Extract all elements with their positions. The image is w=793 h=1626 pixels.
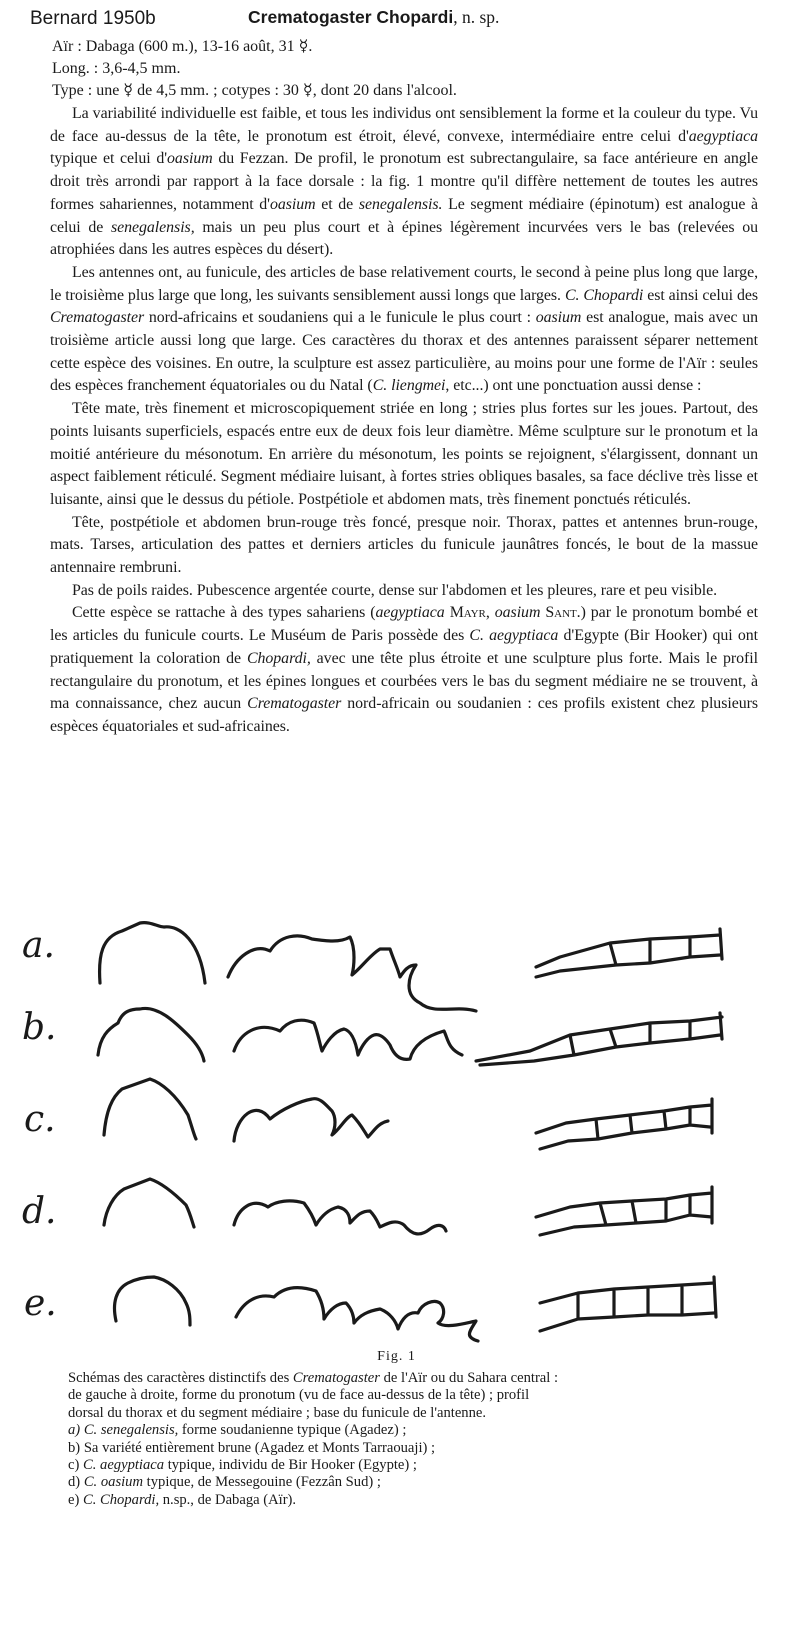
paragraph-pilosity: Pas de poils raides. Pubescence argentée courte, dense sur l'abdomen et les pleures, rare et peu visible. bbox=[72, 581, 718, 599]
pronotum-c bbox=[104, 1079, 196, 1139]
row-label-c: c. bbox=[24, 1099, 56, 1140]
row-label-e: e. bbox=[24, 1283, 57, 1324]
pronotum-b bbox=[98, 1008, 204, 1061]
header bbox=[30, 6, 779, 32]
caption-line-1: Schémas des caractères distinctifs des Crematogaster de l'Aïr ou du Sahara central : bbox=[68, 1370, 559, 1386]
figure-caption bbox=[68, 1370, 748, 1509]
row-label-b: b. bbox=[22, 1007, 57, 1048]
paragraph-color: Tête, postpétiole et abdomen brun-rouge très foncé, presque noir. Thorax, pattes et antennes brun-rouge, mats. Tarses, articulation des pattes et derniers articles du funicule jaunâtres foncés, le bout de la massue antennaire rembruni. bbox=[50, 513, 758, 577]
paragraph-variability: La variabilité individuelle est faible, et tous les individus ont sensiblement la forme et la couleur du type. Vu de face au-dessus de la tête, le pronotum est étroit, élevé, convexe, intermédiaire entre celui d'aegyptiaca typique et celui d'oasium du Fezzan. De profil, le pronotum est subrectangulaire, sa face antérieure en angle droit très arrondi par rapport à la face dorsale : la fig. 1 montre qu'il diffère nettement de toutes les autres formes sahariennes, notamment d'oasium et de senegalensis. Le segment médiaire (épinotum) est analogue à celui de senegalensis, mais un peu plus court et à épines légèrement incurvées vers le bas (relevées ou atrophiées dans les autres espèces du désert). bbox=[50, 105, 759, 259]
row-c bbox=[24, 1079, 712, 1149]
figure-drawings bbox=[0, 905, 793, 1345]
thorax-profile-b bbox=[234, 1020, 462, 1059]
pronotum-e bbox=[115, 1277, 191, 1325]
locality-line: Aïr : Dabaga (600 m.), 13-16 août, 31 ☿. bbox=[52, 38, 313, 55]
row-e bbox=[24, 1277, 716, 1341]
thorax-profile-d bbox=[234, 1201, 446, 1234]
figure-1 bbox=[0, 905, 793, 1345]
antenna-base-c bbox=[536, 1099, 712, 1149]
antenna-base-a bbox=[536, 929, 722, 977]
row-label-d: d. bbox=[22, 1191, 57, 1232]
pronotum-d bbox=[104, 1179, 194, 1227]
figure-label: Fig. 1 bbox=[377, 1349, 416, 1364]
antenna-base-d bbox=[536, 1187, 712, 1235]
row-a bbox=[22, 923, 722, 1011]
paragraph-antennae: Les antennes ont, au funicule, des articles de base relativement courts, le second à peine plus long que large, le troisième plus large que long, les suivants sensiblement aussi longs que larges. C. Chopardi est ainsi celui des Crematogaster nord-africains et soudaniens qui a le funicule le plus court : oasium est analogue, mais avec un troisième article aussi long que large. Ces caractères du thorax et des antennes paraissent séparer nettement cette espèce des voisines. En outre, la sculpture est assez particulière, au moins pour une forme de l'Aïr : seules des espèces franchement équatoriales ou du Natal (C. liengmei, etc...) ont une ponctuation aussi dense : bbox=[50, 263, 758, 395]
description-text bbox=[50, 103, 758, 739]
caption-item-b: b) Sa variété entièrement brune (Agadez et Monts Tarraouaji) ; bbox=[68, 1439, 436, 1456]
row-d bbox=[22, 1179, 712, 1235]
caption-item-a: a) C. senegalensis, forme soudanienne typique (Agadez) ; bbox=[68, 1422, 407, 1439]
caption-item-d: d) C. oasium typique, de Messegouine (Fezzân Sud) ; bbox=[68, 1474, 381, 1491]
caption-line-3: dorsal du thorax et du segment médiaire ; base du funicule de l'antenne. bbox=[68, 1404, 487, 1421]
caption-line-2: de gauche à droite, forme du pronotum (vu de face au-dessus de la tête) ; profil bbox=[68, 1387, 530, 1404]
pronotum-a bbox=[100, 923, 205, 983]
thorax-profile-c bbox=[234, 1099, 388, 1141]
length-line: Long. : 3,6-4,5 mm. bbox=[52, 60, 181, 77]
thorax-profile-a bbox=[228, 936, 476, 1011]
reference-tag: Bernard 1950b bbox=[30, 8, 156, 29]
species-heading bbox=[248, 7, 499, 28]
caption-item-c: c) C. aegyptiaca typique, individu de Bir Hooker (Egypte) ; bbox=[68, 1457, 417, 1474]
antenna-base-b bbox=[476, 1013, 722, 1065]
row-label-a: a. bbox=[22, 925, 55, 966]
thorax-profile-e bbox=[236, 1288, 478, 1341]
paragraph-affinities: Cette espèce se rattache à des types sahariens (aegyptiaca Mayr, oasium Sant.) par le pronotum bombé et les articles du funicule courts. Le Muséum de Paris possède des C. aegyptiaca d'Egypte (Bir Hooker) qui ont pratiquement la coloration de Chopardi, avec une tête plus étroite et une sculpture plus forte. Mais le profil rectangulaire du pronotum, et les épines longues et courbées vers le bas du segment médiaire ne se trouvent, à ma connaissance, chez aucun Crematogaster nord-africain ou soudanien : ces profils existent chez plusieurs espèces équatoriales et sud-africaines. bbox=[50, 604, 759, 735]
row-b bbox=[22, 1007, 722, 1065]
caption-item-e: e) C. Chopardi, n.sp., de Dabaga (Aïr). bbox=[68, 1491, 297, 1508]
species-name: Crematogaster Chopardi bbox=[248, 7, 454, 27]
paragraph-sculpture: Tête mate, très finement et microscopiquement striée en long ; stries plus fortes sur les joues. Partout, des points luisants superficiels, espacés entre eux de deux fois leur diamètre. Même sculpture sur le pronotum et la moitié antérieure du mésonotum. En arrière du mésonotum, les points se rejoignent, s'élargissent, donnant un aspect faiblement réticulé. Segment médiaire luisant, à fortes stries obliques basales, sa face déclive très lisse et luisante, ainsi que le dessus du pétiole. Postpétiole et abdomen mats, très finement ponctués réticulés. bbox=[50, 400, 758, 508]
species-suffix: , n. sp. bbox=[453, 7, 500, 27]
antenna-base-e bbox=[540, 1277, 716, 1331]
type-line: Type : une ☿ de 4,5 mm. ; cotypes : 30 ☿, dont 20 dans l'alcool. bbox=[52, 82, 457, 99]
